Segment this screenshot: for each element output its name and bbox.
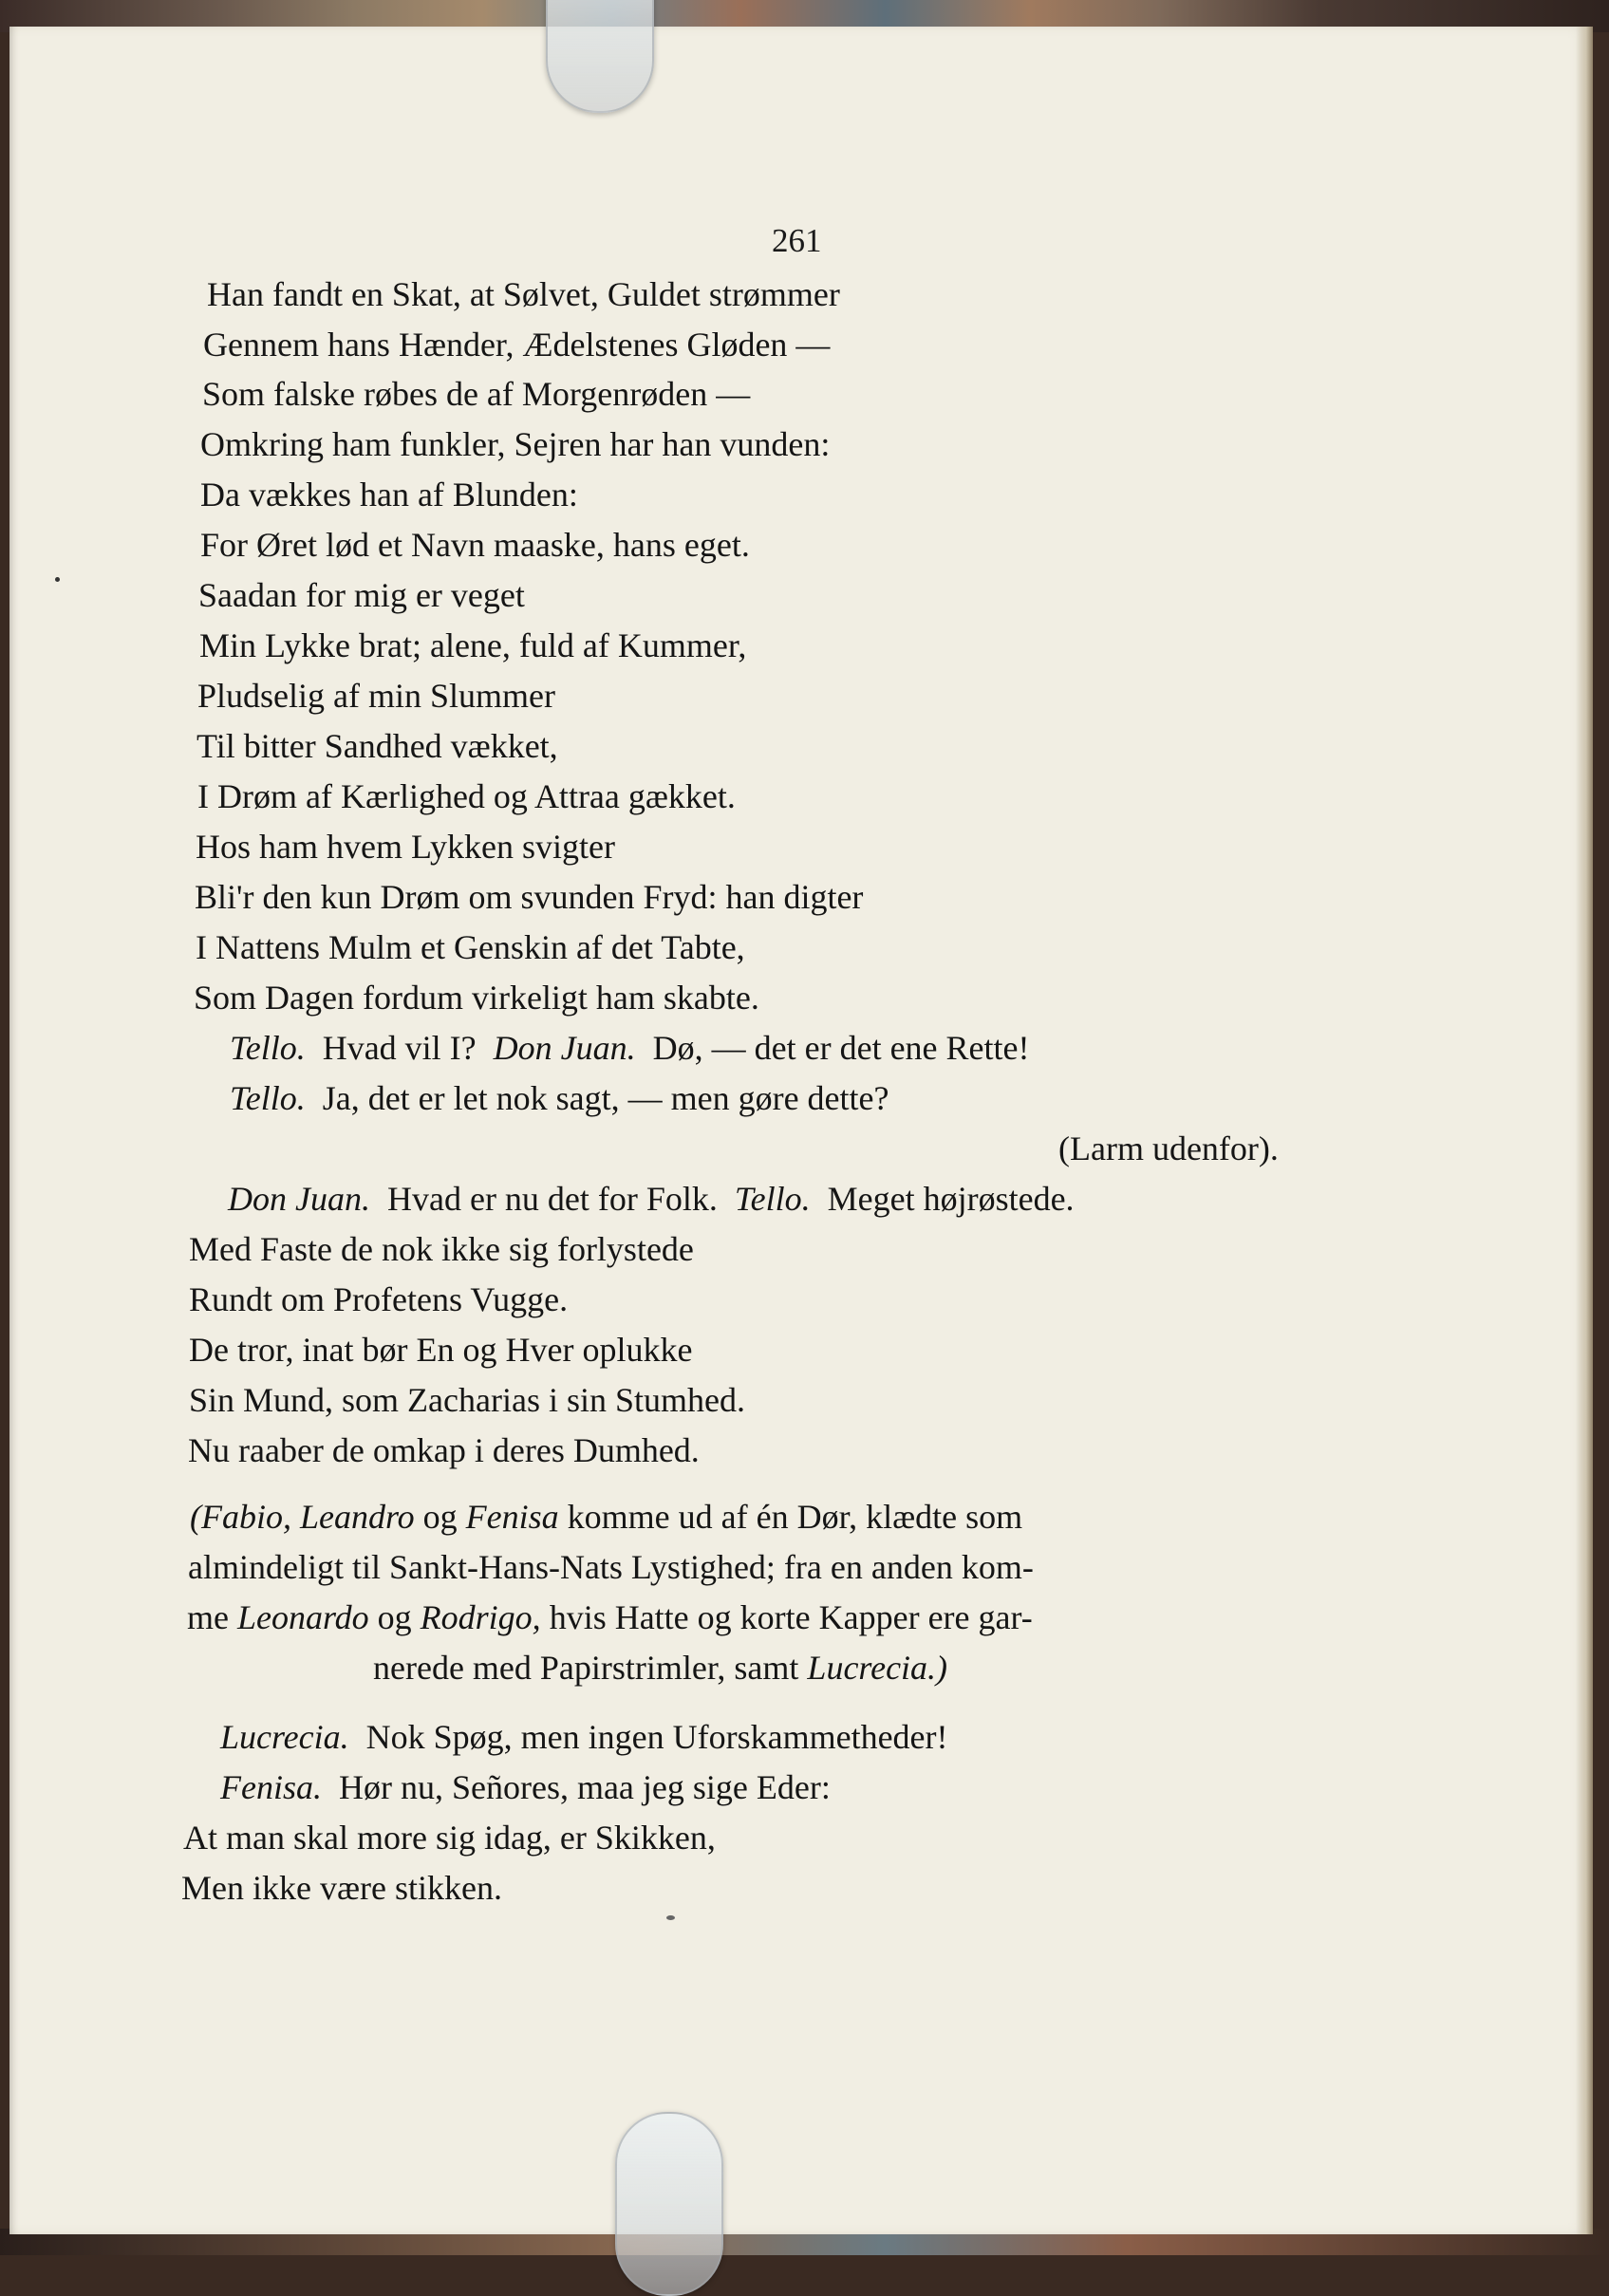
- verse-line: Pludselig af min Slummer: [197, 677, 555, 715]
- verse-line: Rundt om Profetens Vugge.: [189, 1280, 569, 1318]
- stage-text: og: [377, 1598, 412, 1636]
- verse-line: For Øret lød et Navn maaske, hans eget.: [200, 526, 750, 564]
- dialogue-line: [230, 1081, 889, 1115]
- verse-line: Bli'r den kun Drøm om svunden Fryd: han digter: [195, 878, 864, 916]
- stage-direction-line: [373, 1651, 947, 1685]
- verse-line: Men ikke være stikken.: [181, 1869, 502, 1907]
- dialogue-line: [220, 1770, 831, 1804]
- verse-line: Som falske røbes de af Morgenrøden —: [202, 375, 751, 413]
- verse-line: Omkring ham funkler, Sejren har han vunden:: [200, 425, 831, 463]
- page-clip-top: [546, 0, 654, 113]
- verse-line: Han fandt en Skat, at Sølvet, Guldet strømmer: [207, 275, 840, 313]
- speech: Hvad vil I?: [322, 1029, 477, 1067]
- book-page: [9, 27, 1593, 2234]
- speech: Hvad er nu det for Folk.: [386, 1180, 718, 1218]
- character-name: Leandro: [299, 1498, 415, 1536]
- speaker-name: Lucrecia.: [220, 1718, 349, 1756]
- verse-line: De tror, inat bør En og Hver oplukke: [189, 1331, 693, 1369]
- dialogue-line: [228, 1182, 1075, 1216]
- stage-direction-line: [187, 1600, 1033, 1634]
- stage-text: og: [422, 1498, 458, 1536]
- character-name: Rodrigo,: [420, 1598, 541, 1636]
- verse-line: Gennem hans Hænder, Ædelstenes Gløden —: [203, 326, 831, 364]
- stage-text: nerede med Papirstrimler, samt: [373, 1649, 799, 1687]
- speech: Hør nu, Señores, maa jeg sige Eder:: [338, 1768, 831, 1806]
- page-number: 261: [772, 222, 822, 259]
- speech: Meget højrøstede.: [827, 1180, 1075, 1218]
- dialogue-line: [220, 1720, 948, 1754]
- verse-line: Nu raaber de omkap i deres Dumhed.: [188, 1431, 700, 1469]
- verse-line: I Drøm af Kærlighed og Attraa gækket.: [197, 777, 736, 815]
- character-name: Lucrecia.): [807, 1649, 948, 1687]
- verse-line: Til bitter Sandhed vækket,: [196, 727, 558, 765]
- verse-line: Med Faste de nok ikke sig forlystede: [189, 1230, 694, 1268]
- stage-text: hvis Hatte og korte Kapper ere gar-: [549, 1598, 1033, 1636]
- paper-speck: [666, 1915, 675, 1920]
- stage-text: komme ud af én Dør, klædte som: [567, 1498, 1023, 1536]
- speech: Ja, det er let nok sagt, — men gøre dette?: [322, 1079, 889, 1117]
- verse-line: I Nattens Mulm et Genskin af det Tabte,: [196, 928, 745, 966]
- page-clip-bottom: [615, 2112, 723, 2296]
- speech: Dø, — det er det ene Rette!: [652, 1029, 1030, 1067]
- verse-line: Da vækkes han af Blunden:: [200, 476, 578, 513]
- speaker-name: Tello.: [230, 1029, 306, 1067]
- verse-line: Sin Mund, som Zacharias i sin Stumhed.: [189, 1381, 745, 1419]
- speaker-name: Tello.: [230, 1079, 306, 1117]
- speaker-name: Tello.: [734, 1180, 811, 1218]
- verse-line: Min Lykke brat; alene, fuld af Kummer,: [199, 626, 747, 664]
- verse-line: Hos ham hvem Lykken svigter: [196, 828, 615, 866]
- dialogue-line: [230, 1031, 1029, 1065]
- character-name: Leonardo: [236, 1598, 369, 1636]
- character-name: (Fabio,: [190, 1498, 291, 1536]
- speaker-name: Don Juan.: [228, 1180, 370, 1218]
- stage-direction-line: almindeligt til Sankt-Hans-Nats Lystighed; fra en anden kom-: [188, 1548, 1034, 1586]
- verse-line: At man skal more sig idag, er Skikken,: [183, 1819, 716, 1857]
- speaker-name: Don Juan.: [493, 1029, 636, 1067]
- speaker-name: Fenisa.: [220, 1768, 322, 1806]
- paper-speck: [55, 577, 60, 582]
- character-name: Fenisa: [465, 1498, 559, 1536]
- stage-direction-line: [190, 1500, 1022, 1534]
- verse-line: Saadan for mig er veget: [198, 576, 525, 614]
- speech: Nok Spøg, men ingen Uforskammetheder!: [365, 1718, 948, 1756]
- stage-direction: (Larm udenfor).: [1058, 1129, 1279, 1167]
- stage-text: me: [187, 1598, 229, 1636]
- verse-line: Som Dagen fordum virkeligt ham skabte.: [194, 979, 759, 1017]
